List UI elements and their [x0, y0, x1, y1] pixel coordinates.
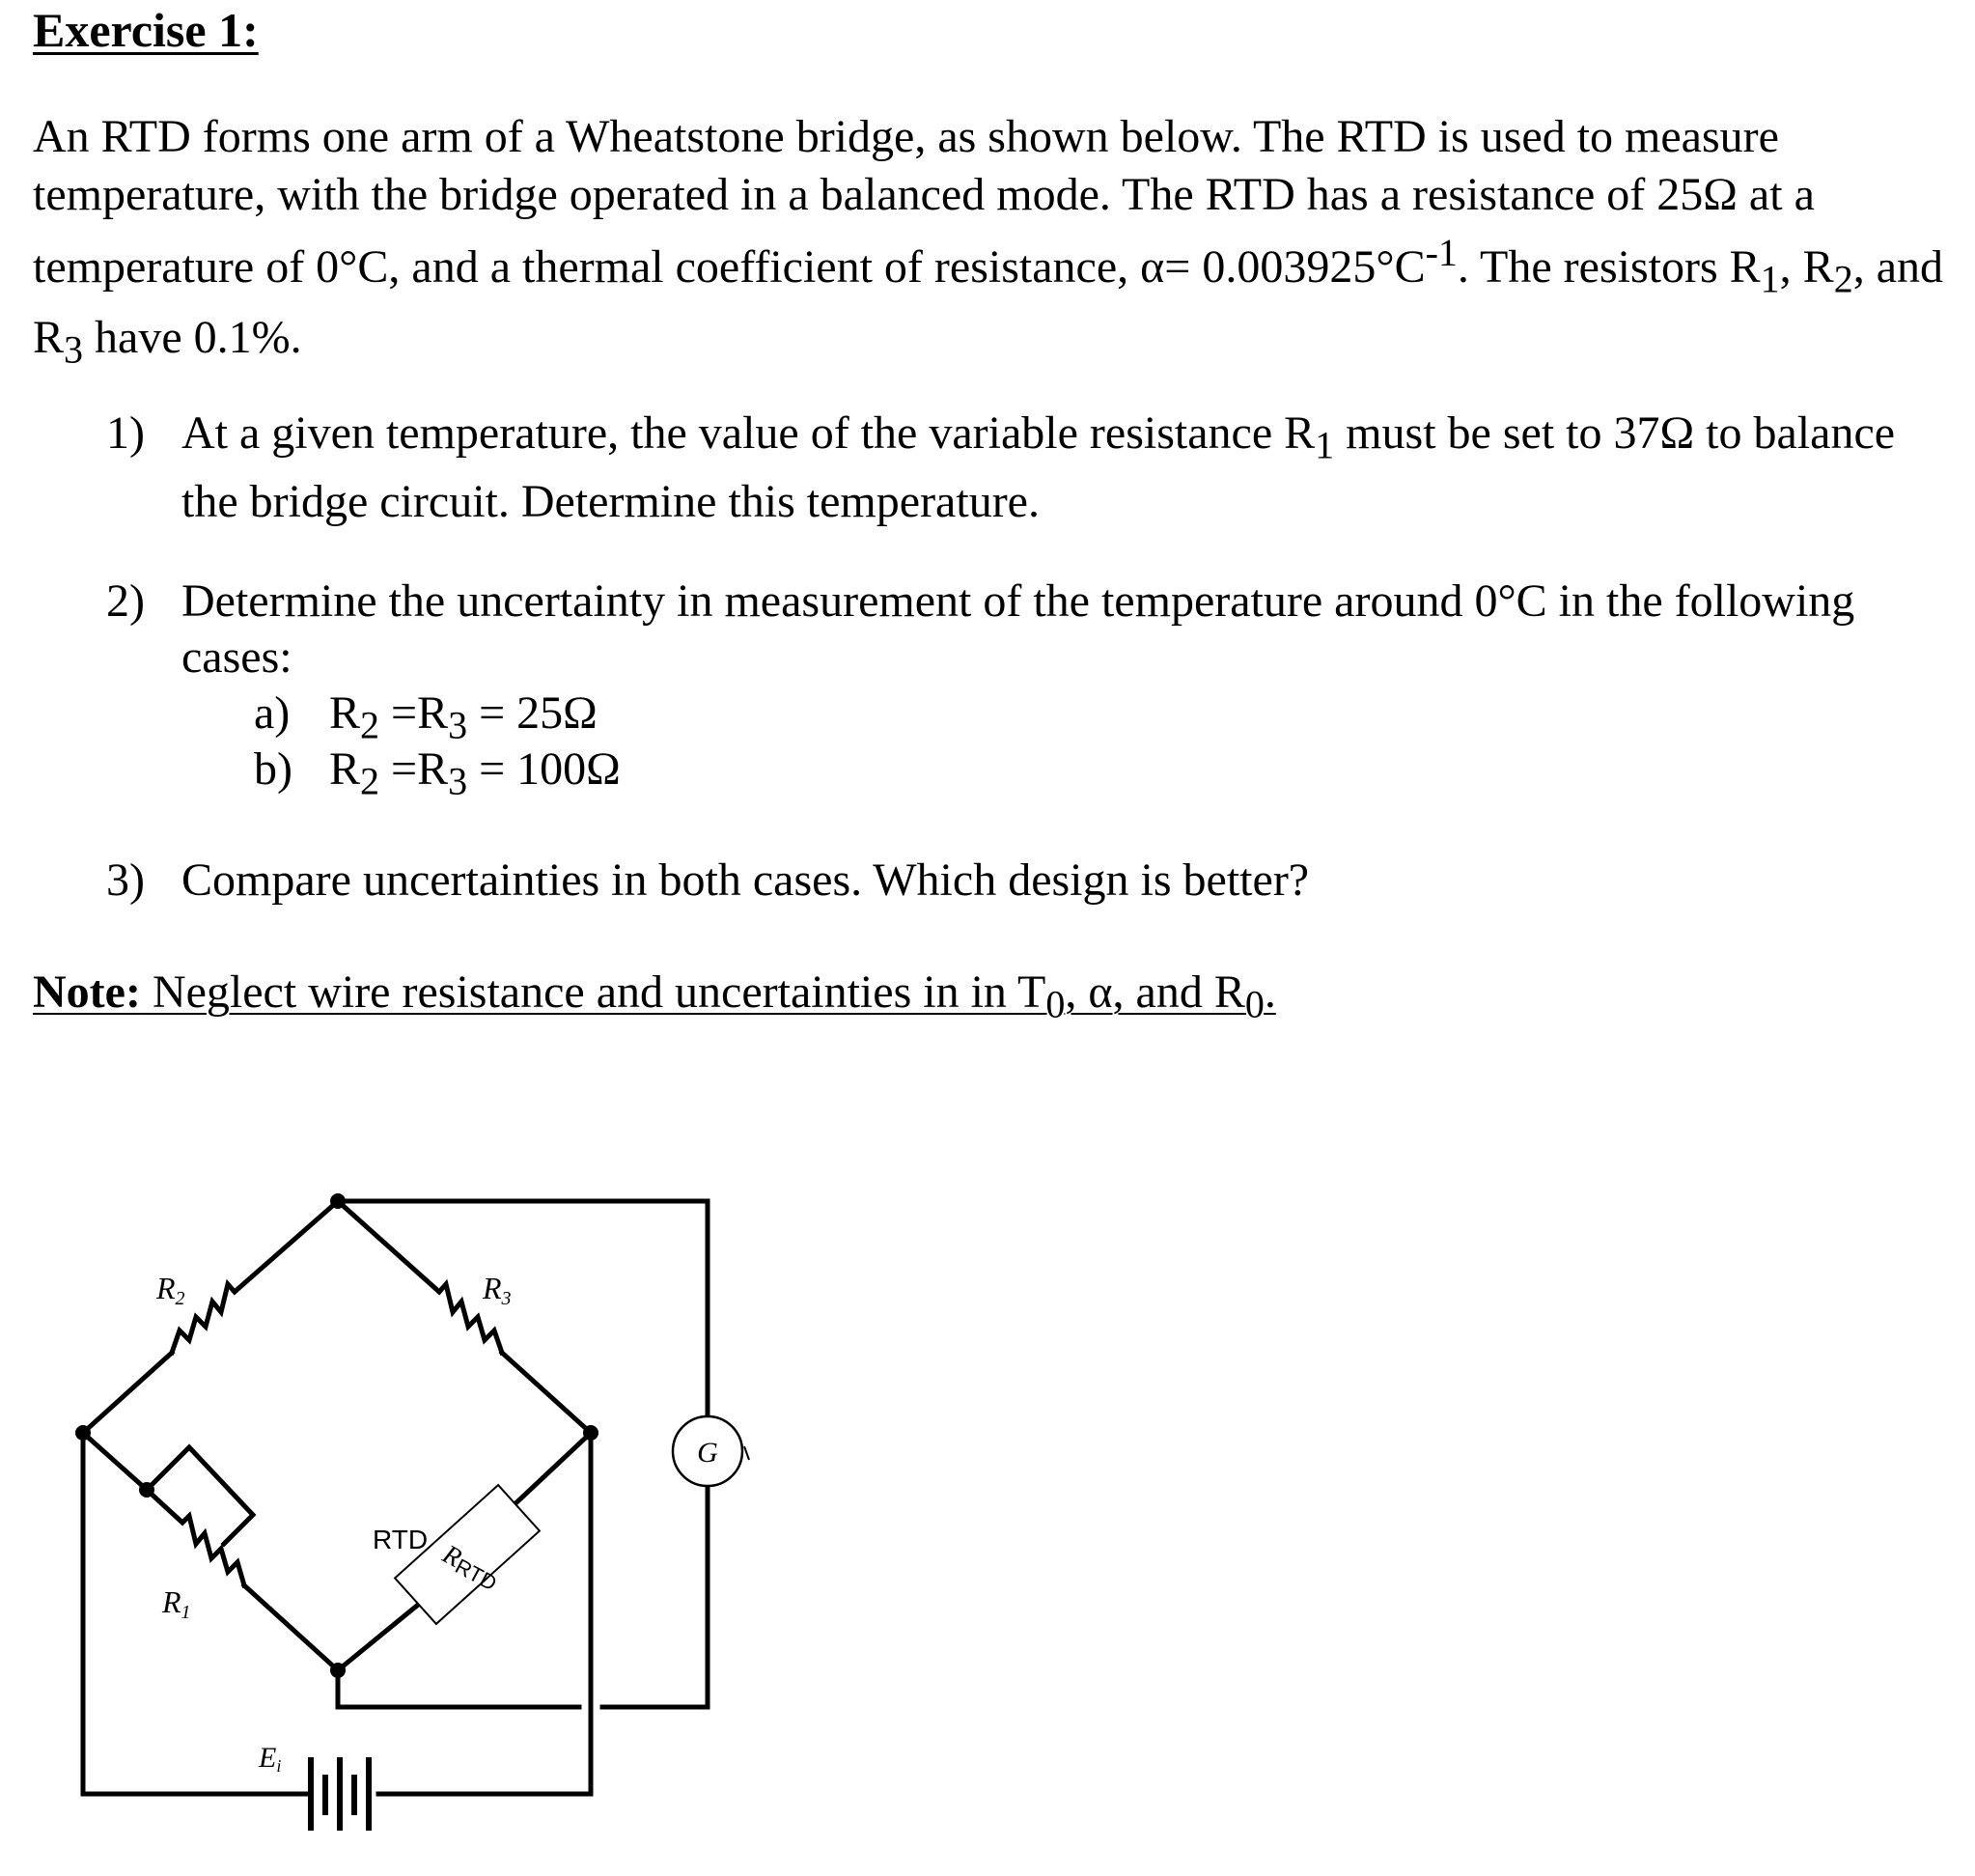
- question-2a-label: a): [254, 687, 291, 739]
- galvanometer: [673, 1416, 749, 1486]
- problem-statement: An RTD forms one arm of a Wheatstone bridge, as shown below. The RTD is used to measure temperature, with the bridge operated in a balanced mode. The RTD has a resistance of 25Ω at a temperature of 0°C, and a thermal coefficient of resistance, $\alpha= 0.003925^\circ C^{-1}$. The resistors $R_1$, $R_2$, and $R_3$ have 0.1%.: [33, 111, 1943, 372]
- question-1-text: At a given temperature, the value of the variable resistance $R_1$ must be set to 37Ω to balance the bridge circuit. Determine this temperature.: [181, 407, 1896, 527]
- question-2b-text: $R_2 =R_3 = 100\Omega$: [329, 743, 621, 803]
- r1-label: R1: [162, 1584, 191, 1623]
- svg-text:RRTD: RRTD: [437, 1539, 501, 1596]
- svg-text:G: G: [697, 1437, 718, 1469]
- r3-label: R3: [483, 1271, 512, 1309]
- question-1-number: 1): [106, 407, 145, 459]
- question-3-text: Compare uncertainties in both cases. Which design is better?: [181, 854, 1310, 906]
- exercise-title: Exercise 1:: [33, 3, 259, 57]
- wire-bottom-left-lower: [244, 1585, 338, 1670]
- question-2-text: Determine the uncertainty in measurement of the temperature around 0°C in the following cases:: [181, 575, 1855, 683]
- wire-rtd-upper: [512, 1433, 591, 1507]
- rtd-label: RTD: [373, 1525, 429, 1554]
- question-2: [106, 574, 1900, 686]
- wire-top-right-lower: [502, 1353, 591, 1433]
- r2-label: R2: [156, 1271, 185, 1309]
- battery-source: [311, 1757, 369, 1831]
- question-3: [106, 853, 1900, 909]
- bridge-nodes: [75, 1193, 598, 1678]
- question-2b: [254, 742, 621, 810]
- wire-top-right-upper: [338, 1201, 439, 1292]
- wire-top-left-upper: [235, 1201, 338, 1292]
- wheatstone-bridge-diagram: [0, 1110, 869, 1844]
- wire-top-left-lower: [83, 1353, 172, 1433]
- question-3-number: 3): [106, 854, 145, 906]
- wire-bottom-left-upper: [83, 1433, 147, 1490]
- rtd-element: [395, 1485, 540, 1624]
- r1-wiper: [147, 1447, 253, 1544]
- note: Note: Neglect wire resistance and uncertainties in in $T_0$, α, and $R_0$.: [33, 966, 1276, 1026]
- question-1: [106, 406, 1900, 530]
- question-2b-label: b): [254, 743, 292, 795]
- wire-rtd-lower: [338, 1601, 423, 1670]
- wire-from-galvanometer-bottom: [602, 1485, 708, 1707]
- question-2-number: 2): [106, 575, 145, 627]
- source-label: Ei: [259, 1742, 282, 1776]
- question-2a-text: $R_2 =R_3 = 25\Omega$: [329, 687, 598, 747]
- wire-to-galvanometer-top: [338, 1201, 708, 1417]
